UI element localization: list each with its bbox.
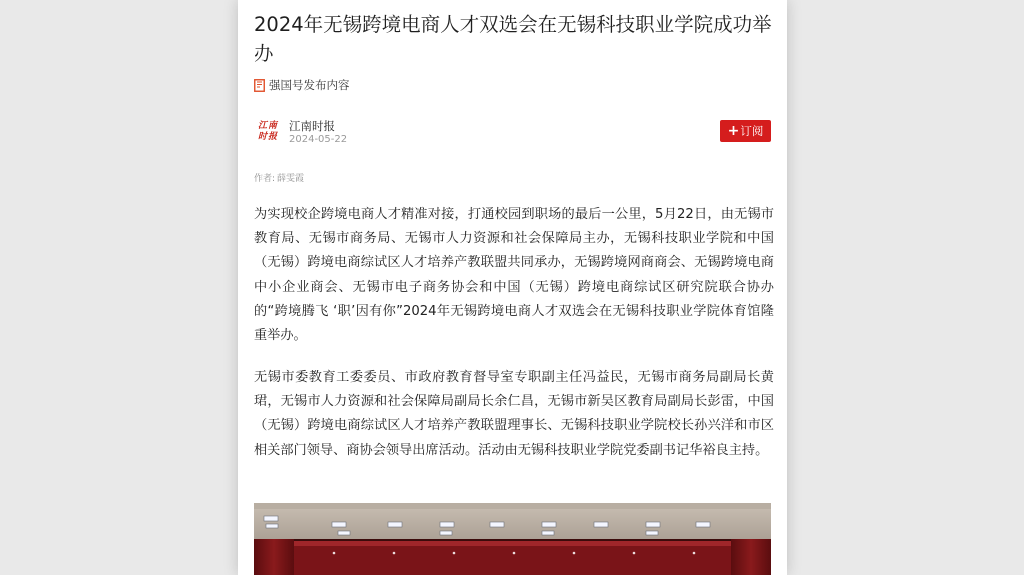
author-name: 薛雯霞 xyxy=(277,174,305,184)
outlet-logo[interactable] xyxy=(254,117,282,147)
article-paragraph: 无锡市委教育工委委员、市政府教育督导室专职副主任冯益民，无锡市商务局副局长黄珺，无锡市人力资源和社会保障局副局长余仁昌，无锡市新吴区教育局副局长彭雷，中国（无锡）跨境电商综试区人才培养产教联盟理事长、无锡科技职业学院校长孙兴洋和市区相关部门领导、商协会领导出席活动。活动由无锡科技职业学院党委副书记华裕良主持。 xyxy=(254,370,774,458)
article-photo[interactable] xyxy=(254,503,771,575)
article-card xyxy=(238,0,787,575)
source-tag xyxy=(254,77,350,93)
logo-line-1: 江南 xyxy=(257,121,278,131)
article-title: 2024年无锡跨境电商人才双选会在无锡科技职业学院成功举办 xyxy=(254,13,772,65)
bookmark-icon xyxy=(254,79,265,92)
author-label: 作者: xyxy=(254,174,276,184)
article-paragraph: 为实现校企跨境电商人才精准对接，打通校园到职场的最后一公里，5月22日，由无锡市教育局、无锡市商务局、无锡市人力资源和社会保障局主办，无锡科技职业学院和中国（无锡）跨境电商综试区人才培养产教联盟共同承办，无锡跨境网商商会、无锡跨境电商中小企业商会、无锡市电子商务协会和中国（无锡）跨境电商综试区研究院联合协办的“跨境腾飞 ‘职’因有你”2024年无锡跨境电商人才双选会在无锡科技职业学院体育馆隆重举办。 xyxy=(254,207,774,344)
source-label: 强国号发布内容 xyxy=(269,78,350,92)
auditorium-image xyxy=(254,503,771,575)
plus-icon: + xyxy=(727,123,740,139)
outlet-row xyxy=(254,117,771,149)
logo-line-2: 时报 xyxy=(257,132,278,142)
outlet-name[interactable]: 江南时报 xyxy=(289,119,335,133)
subscribe-label: 订阅 xyxy=(740,124,764,138)
byline xyxy=(254,171,304,184)
subscribe-button[interactable] xyxy=(720,120,771,142)
publish-date: 2024-05-22 xyxy=(289,134,348,145)
